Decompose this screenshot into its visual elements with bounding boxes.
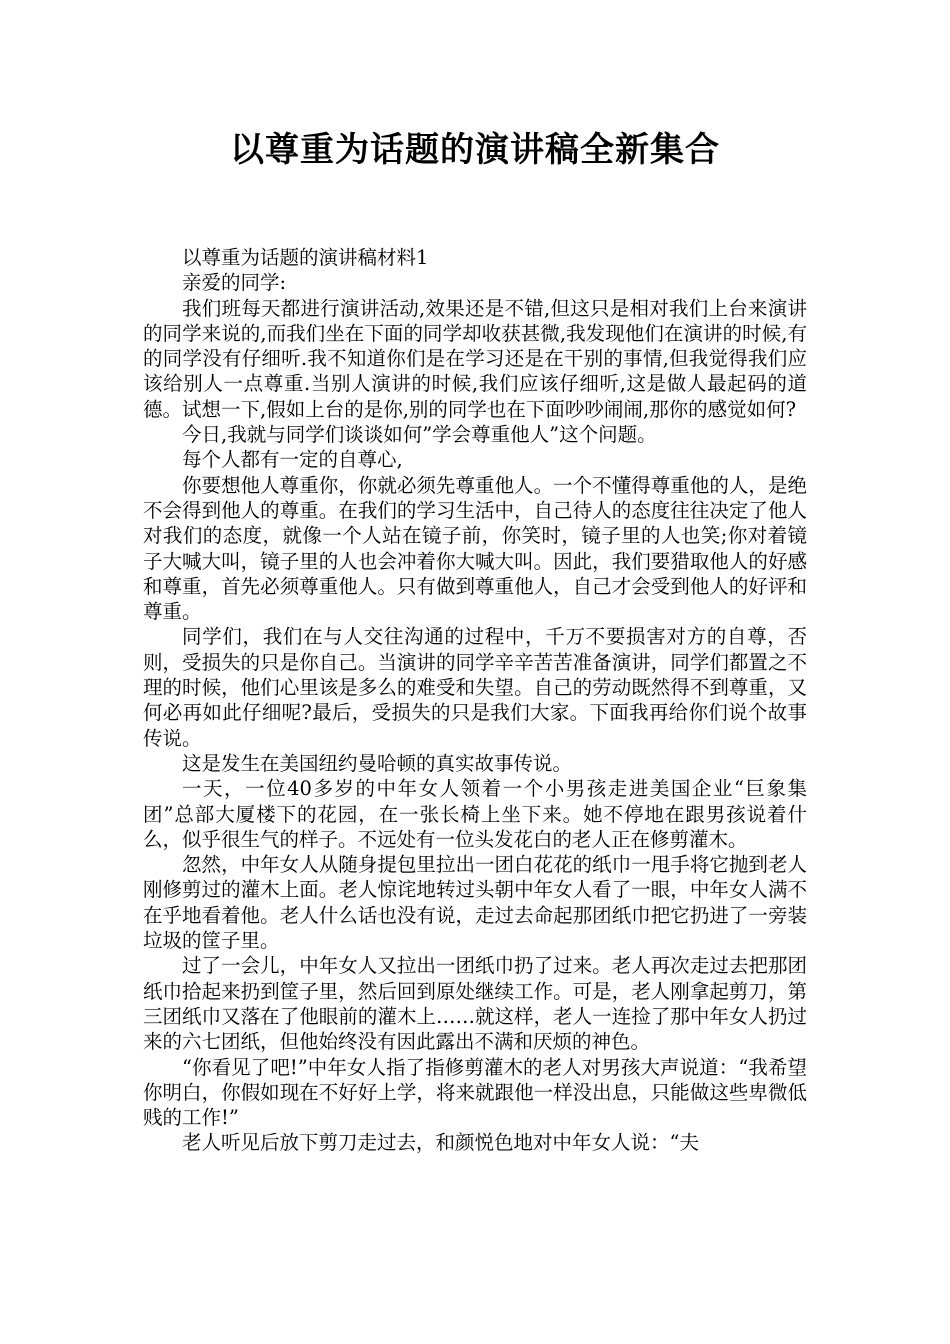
paragraph: 这是发生在美国纽约曼哈顿的真实故事传说。	[182, 751, 573, 775]
paragraph: “你看见了吧!”中年女人指了指修剪灌木的老人对男孩大声说道：“我希望你明白，你假如现在不好好上学，将来就跟他一样没出息，只能做这些卑微低贱的工作!”	[143, 1055, 807, 1130]
paragraph: 同学们，我们在与人交往沟通的过程中，千万不要损害对方的自尊，否则，受损失的只是你自己。当演讲的同学辛辛苦苦准备演讲，同学们都置之不理的时候，他们心里该是多么的难受和失望。自己的劳动既然得不到尊重，又何必再如此仔细呢?最后，受损失的只是我们大家。下面我再给你们说个故事传说。	[143, 625, 807, 750]
document-title: 以尊重为话题的演讲稿全新集合	[230, 130, 720, 170]
document-body	[143, 245, 807, 1156]
paragraph: 老人听见后放下剪刀走过去，和颜悦色地对中年女人说：“夫	[182, 1131, 699, 1155]
paragraph: 每个人都有一定的自尊心,	[182, 448, 403, 472]
paragraph: 忽然，中年女人从随身提包里拉出一团白花花的纸巾一甩手将它抛到老人刚修剪过的灌木上面。老人惊诧地转过头朝中年女人看了一眼，中年女人满不在乎地看着他。老人什么话也没有说，走过去命起那团纸巾把它扔进了一旁装垃圾的筐子里。	[143, 853, 807, 953]
paragraph: 亲爱的同学:	[182, 271, 287, 295]
paragraph: 你要想他人尊重你，你就必须先尊重他人。一个不懂得尊重他的人，是绝不会得到他人的尊重。在我们的学习生活中，自己待人的态度往往决定了他人对我们的态度，就像一个人站在镜子前，你笑时，镜子里的人也笑;你对着镜子大喊大叫，镜子里的人也会冲着你大喊大叫。因此，我们要猎取他人的好感和尊重，首先必须尊重他人。只有做到尊重他人，自己才会受到他人的好评和尊重。	[143, 473, 807, 624]
paragraph: 一天，一位40多岁的中年女人领着一个小男孩走进美国企业“巨象集团”总部大厦楼下的花园，在一张长椅上坐下来。她不停地在跟男孩说着什么，似乎很生气的样子。不远处有一位头发花白的老人正在修剪灌木。	[143, 777, 807, 851]
paragraph: 以尊重为话题的演讲稿材料1	[182, 246, 429, 269]
paragraph: 我们班每天都进行演讲活动,效果还是不错,但这只是相对我们上台来演讲的同学来说的,而我们坐在下面的同学却收获甚微,我发现他们在演讲的时候,有的同学没有仔细听.我不知道你们是在学习还是在干别的事情,但我觉得我们应该给别人一点尊重.当别人演讲的时候,我们应该仔细听,这是做人最起码的道德。试想一下,假如上台的是你,别的同学也在下面吵吵闹闹,那你的感觉如何?	[143, 296, 807, 421]
paragraph: 今日,我就与同学们谈谈如何”学会尊重他人”这个问题。	[182, 423, 657, 447]
paragraph: 过了一会儿，中年女人又拉出一团纸巾扔了过来。老人再次走过去把那团纸巾拾起来扔到筐子里，然后回到原处继续工作。可是，老人刚拿起剪刀，第三团纸巾又落在了他眼前的灌木上……就这样，老人一连捡了那中年女人扔过来的六七团纸，但他始终没有因此露出不满和厌烦的神色。	[143, 954, 807, 1054]
